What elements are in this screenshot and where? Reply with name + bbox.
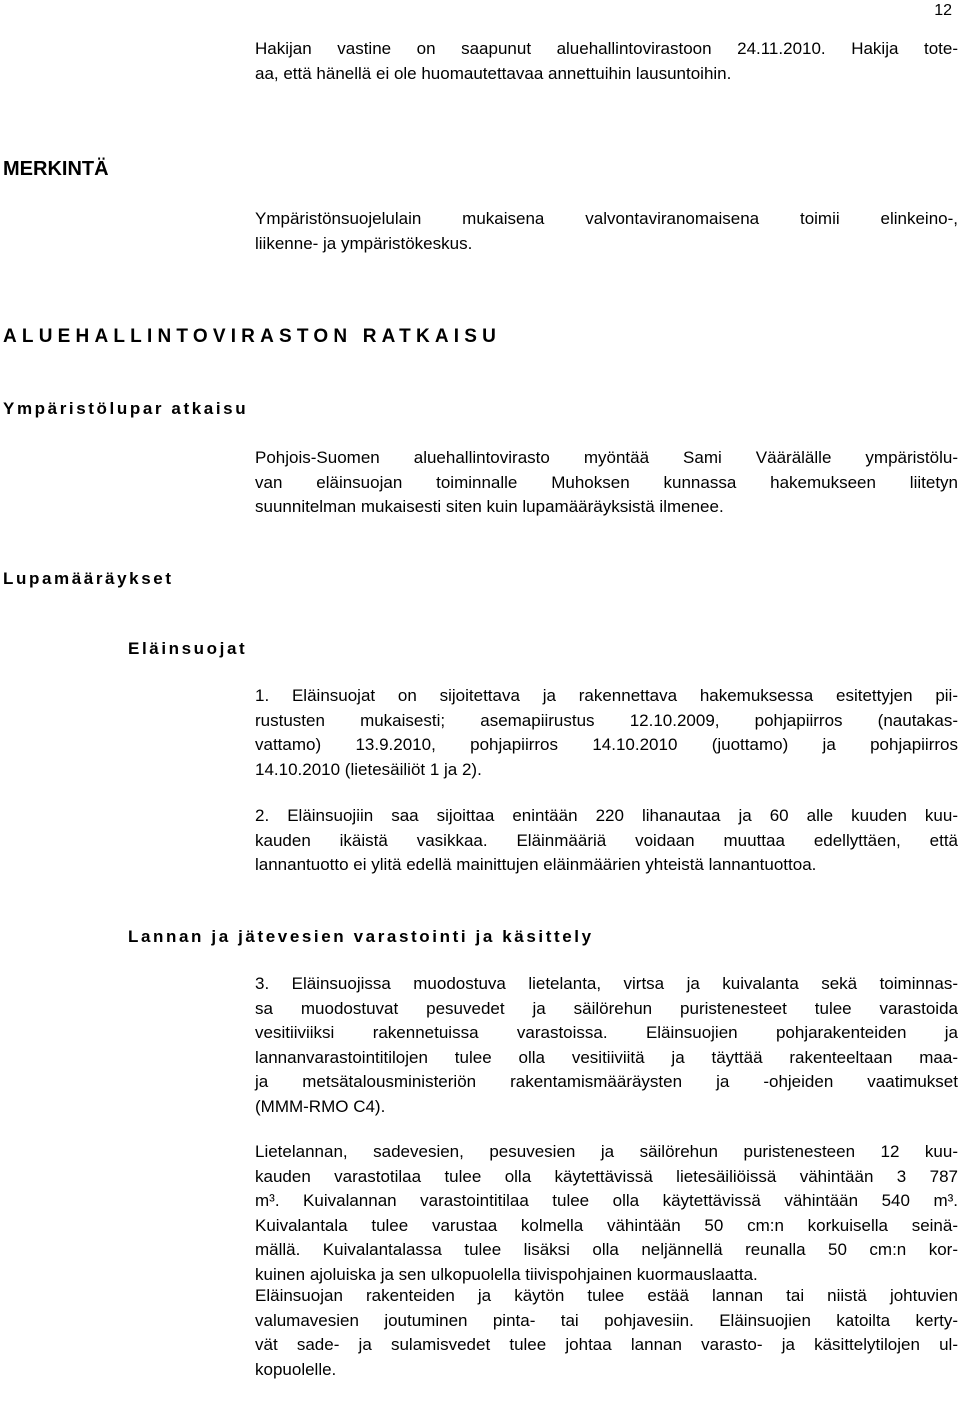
text-line: kauden ikäistä vasikkaa. Eläinmääriä voidaan muuttaa edellyttäen, että [255, 830, 958, 850]
intro-paragraph [255, 37, 958, 86]
text-line: kuinen ajoluiska ja sen ulkopuolella tiivispohjainen kuormauslaatta. [255, 1264, 758, 1284]
paragraph-3 [255, 972, 958, 1119]
text-line: Pohjois-Suomen aluehallintovirasto myöntää Sami Väärälälle ympäristölu- [255, 448, 958, 467]
paragraph-5 [255, 1284, 958, 1382]
text-line: Lietelannan, sadevesien, pesuvesien ja säilörehun puristenesteen 12 kuu- [255, 1142, 958, 1161]
paragraph-1 [255, 684, 958, 782]
text-line: kopuolelle. [255, 1359, 337, 1379]
text-line: Eläinsuojan rakenteiden ja käytön tulee estää lannan tai niistä johtuvien [255, 1286, 958, 1305]
text-line: kauden varastotilaa tulee olla käytettävissä lietesäiliöissä vähintään 3 787 [255, 1166, 958, 1186]
text-line: vesitiiviiksi rakennetuissa varastoissa. Eläinsuojien pohjarakenteiden ja [255, 1023, 958, 1042]
merkinta-paragraph [255, 207, 958, 256]
text-line: vät sade- ja sulamisvedet tulee johtaa lannan varasto- ja käsittelytilojen ul- [255, 1335, 958, 1354]
elainsuojat-heading: Eläinsuojat [128, 639, 248, 658]
text-line: lannantuotto ei ylitä edellä mainittujen eläinmäärien yhteistä lannantuottoa. [255, 855, 817, 874]
text-line: 1. Eläinsuojat on sijoitettava ja rakennettava hakemuksessa esitettyjen pii- [255, 686, 958, 705]
lannan-heading: Lannan ja jätevesien varastointi ja käsittely [128, 927, 594, 946]
permit-paragraph [255, 446, 958, 520]
text-line: sa muodostuvat pesuvedet ja säilörehun puristenesteet tulee varastoida [255, 998, 958, 1018]
permit-heading: Ympäristölupar atkaisu [3, 399, 249, 418]
lupamaaraykset-heading: Lupamääräykset [3, 569, 174, 588]
text-line: valumavesien joutuminen pinta- tai pohjavesiin. Eläinsuojien katoilta kerty- [255, 1310, 958, 1330]
text-line: ja metsätalousministeriön rakentamismääräysten ja -ohjeiden vaatimukset [255, 1072, 958, 1091]
text-line: m³. Kuivalannan varastointitilaa tulee olla käytettävissä vähintään 540 m³. [255, 1191, 958, 1210]
page-number: 12 [934, 2, 952, 19]
text-line: 3. Eläinsuojissa muodostuva lietelanta, virtsa ja kuivalanta sekä toiminnas- [255, 974, 958, 993]
merkinta-heading: MERKINTÄ [3, 158, 109, 180]
text-line: 14.10.2010 (lietesäiliöt 1 ja 2). [255, 759, 482, 779]
decision-heading: ALUEHALLINTOVIRASTON RATKAISU [3, 326, 502, 347]
text-line: Ympäristönsuojelulain mukaisena valvontaviranomaisena toimii elinkeino-, [255, 209, 958, 228]
text-line: (MMM-RMO C4). [255, 1096, 386, 1116]
text-line: liikenne- ja ympäristökeskus. [255, 233, 473, 253]
text-line: rustusten mukaisesti; asemapiirustus 12.10.2009, pohjapiirros (nautakas- [255, 710, 958, 730]
text-line: suunnitelman mukaisesti siten kuin lupamääräyksistä ilmenee. [255, 497, 724, 516]
text-line: mällä. Kuivalantalassa tulee lisäksi olla neljännellä reunalla 50 cm:n kor- [255, 1240, 958, 1259]
text-line: vattamo) 13.9.2010, pohjapiirros 14.10.2010 (juottamo) ja pohjapiirros [255, 735, 958, 754]
paragraph-4 [255, 1140, 958, 1287]
text-line: van eläinsuojan toiminnalle Muhoksen kunnassa hakemukseen liitetyn [255, 472, 958, 492]
text-line: Hakijan vastine on saapunut aluehallintovirastoon 24.11.2010. Hakija tote- [255, 39, 958, 58]
text-line: lannanvarastointitilojen tulee olla vesitiiviitä ja täyttää rakenteeltaan maa- [255, 1047, 958, 1067]
paragraph-2 [255, 804, 958, 878]
text-line: 2. Eläinsuojiin saa sijoittaa enintään 220 lihanautaa ja 60 alle kuuden kuu- [255, 806, 958, 825]
text-line: Kuivalantala tulee varustaa kolmella vähintään 50 cm:n korkuisella seinä- [255, 1215, 958, 1235]
text-line: aa, että hänellä ei ole huomautettavaa annettuihin lausuntoihin. [255, 63, 732, 83]
